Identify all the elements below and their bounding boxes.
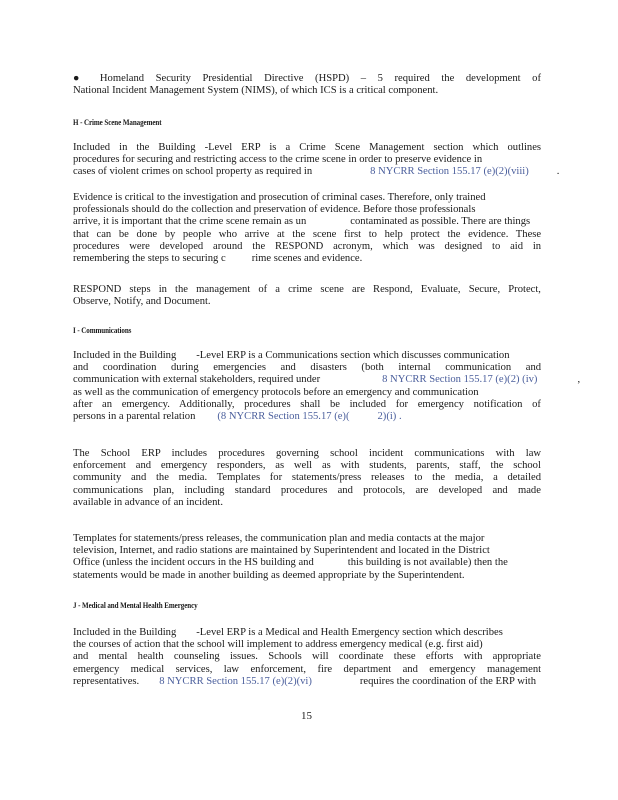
- text-line: and coordination during emergencies and disasters (both internal communication and: [73, 362, 542, 374]
- crime-scene-paragraph-2: [73, 192, 541, 265]
- text-line: the courses of action that the school will implement to address emergency medical (e.g. first aid): [73, 639, 483, 651]
- bullet-icon: ●: [73, 73, 89, 84]
- text-line: Included in the Building -Level ERP is a Medical and Health Emergency section which describes: [73, 627, 503, 638]
- text-line: ● Homeland Security Presidential Directive (HSPD) – 5 required the development of: [73, 73, 541, 84]
- citation: 8 NYCRR Section 155.17 (e)(2)(vi): [159, 675, 312, 687]
- communications-paragraph-3: [73, 533, 541, 582]
- text-line: that can be done by people who arrive at the scene first to help protect the evidence. These: [73, 228, 542, 240]
- text-line: and mental health counseling issues. Schools will coordinate these efforts with appropriate: [73, 651, 541, 663]
- text-line: as well as the communication of emergency protocols before an emergency and communication: [73, 386, 479, 398]
- text-line: Included in the Building -Level ERP is a Crime Scene Management section which outlines: [73, 142, 542, 153]
- text-line: Office (unless the incident occurs in the HS building and this building is not available) then the: [73, 557, 508, 569]
- text-line: enforcement and emergency responders, as well as with students, parents, staff, the school: [73, 460, 541, 472]
- text-line: Templates for statements/press releases, the communication plan and media contacts at the major: [73, 533, 485, 544]
- text-line: arrive, it is important that the crime scene remain as un contaminated as possible. There are things: [73, 216, 531, 228]
- section-heading-j: J - Medical and Mental Health Emergency: [73, 601, 198, 610]
- text-line: procedures were developed around the RESPOND acronym, which was designed to aid in: [73, 240, 542, 252]
- text-line: The School ERP includes procedures governing school incident communications with law: [73, 448, 542, 459]
- text-line: television, Internet, and radio stations are maintained by Superintendent and located in the District: [73, 545, 490, 557]
- text-line: Included in the Building -Level ERP is a Communications section which discusses communication: [73, 350, 510, 361]
- text-line: communication with external stakeholders, required under 8 NYCRR Section 155.17 (e)(2) (iv) ,: [73, 374, 581, 386]
- citation: 8 NYCRR Section 155.17 (e)(2)(viii): [370, 166, 529, 178]
- crime-scene-paragraph-3: [73, 284, 541, 308]
- citation: (8 NYCRR Section 155.17 (e)(: [217, 411, 350, 423]
- section-heading-i: I - Communications: [73, 326, 132, 335]
- section-heading-h: H - Crime Scene Management: [73, 118, 162, 127]
- text-line: cases of violent crimes on school property as required in 8 NYCRR Section 155.17 (e)(2)(viii) .: [73, 166, 560, 178]
- page-number: 15: [301, 710, 312, 722]
- text-line: communications plan, including standard procedures and protocols, are developed and made: [73, 484, 541, 496]
- citation: 2)(i) .: [377, 411, 402, 423]
- communications-paragraph-1: [73, 350, 581, 423]
- text-line: Observe, Notify, and Document.: [73, 296, 211, 308]
- text-line: emergency medical services, law enforcement, fire department and emergency management: [73, 663, 542, 675]
- text-line: persons in a parental relation (8 NYCRR Section 155.17 (e)( 2)(i) .: [73, 411, 402, 423]
- text-line: RESPOND steps in the management of a crime scene are Respond, Evaluate, Secure, Protect,: [73, 284, 541, 295]
- text-line: community and the media. Templates for statements/press releases to the media, a detailed: [73, 472, 542, 484]
- hspd-bullet-paragraph: [73, 73, 541, 97]
- text-line: remembering the steps to securing c rime scenes and evidence.: [73, 253, 363, 265]
- text-line: representatives. 8 NYCRR Section 155.17 (e)(2)(vi) requires the coordination of the ERP with: [73, 675, 537, 687]
- text-line: after an emergency. Additionally, procedures shall be included for emergency notification of: [73, 398, 541, 410]
- text-line: Evidence is critical to the investigation and prosecution of criminal cases. Therefore, only trained: [73, 192, 486, 203]
- communications-paragraph-2: [73, 448, 541, 509]
- medical-paragraph-1: [73, 627, 541, 688]
- text-line: statements would be made in another building as deemed appropriate by the Superintendent.: [73, 569, 465, 581]
- crime-scene-paragraph-1: [73, 142, 560, 179]
- citation: 8 NYCRR Section 155.17 (e)(2) (iv): [382, 374, 538, 386]
- text-line: procedures for securing and restricting access to the crime scene in order to preserve evidence in: [73, 154, 483, 166]
- text-line: professionals should do the collection and preservation of evidence. Before those professionals: [73, 204, 476, 216]
- text-line: available in advance of an incident.: [73, 496, 224, 508]
- text-line: National Incident Management System (NIMS), of which ICS is a critical component.: [73, 85, 439, 97]
